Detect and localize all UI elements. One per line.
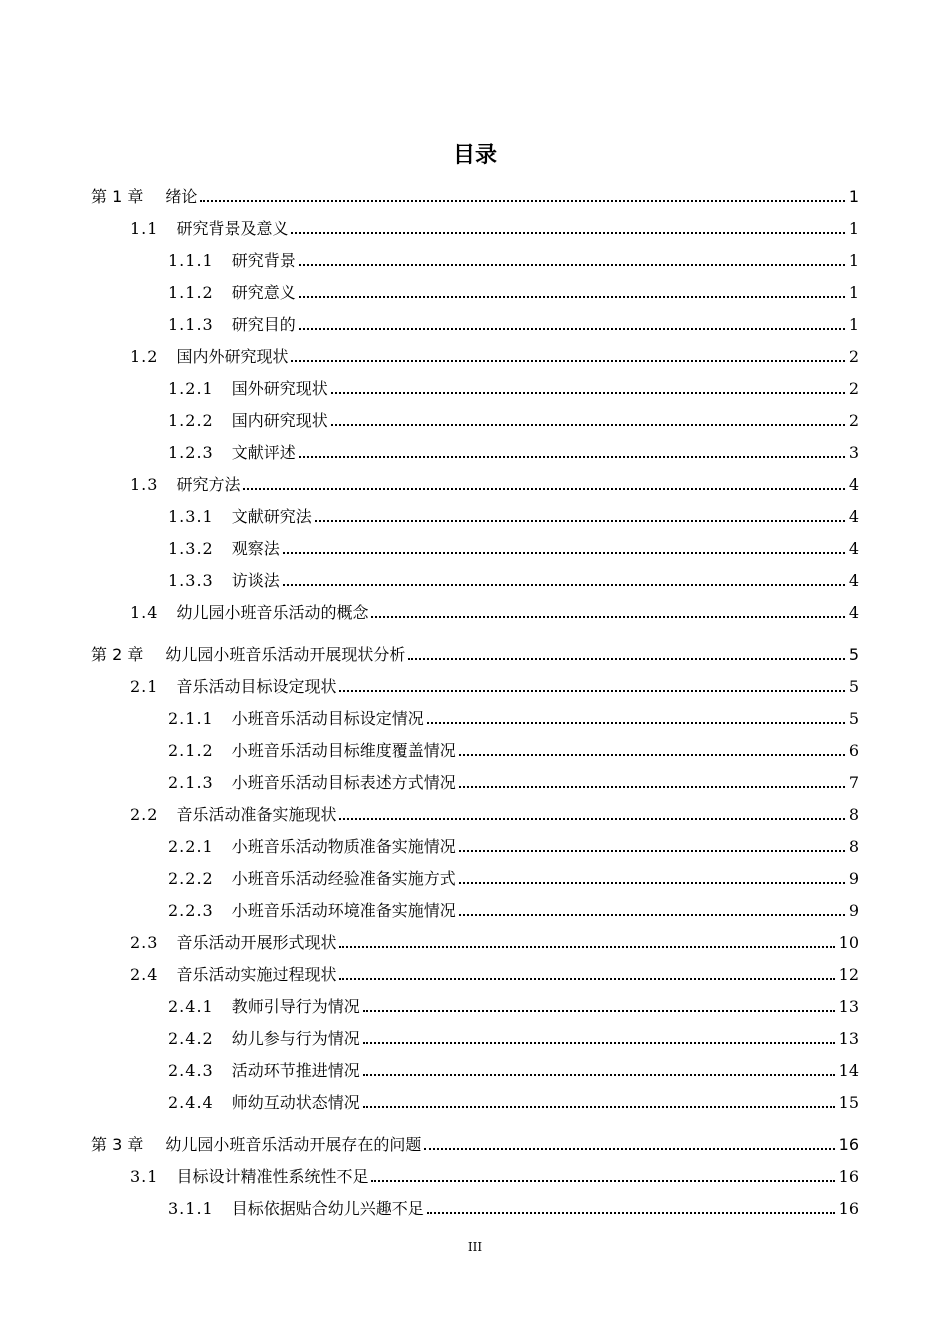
toc-entry-page: 2 (848, 379, 859, 398)
toc-entry[interactable] (0, 898, 950, 922)
toc-entry-number: 2.3 (130, 933, 159, 952)
dot-leader (363, 1042, 835, 1044)
toc-entry-number: 2.4.3 (168, 1061, 214, 1080)
toc-entry-page: 4 (848, 507, 859, 526)
toc-entry-page: 4 (848, 539, 859, 558)
toc-entry-label: 幼儿园小班音乐活动的概念 (176, 603, 369, 622)
toc-entry-label: 小班音乐活动目标表述方式情况 (231, 773, 456, 792)
dot-leader (283, 552, 845, 554)
dot-leader (339, 690, 844, 692)
toc-entry-page: 2 (848, 347, 859, 366)
toc-entry-label: 音乐活动目标设定现状 (176, 677, 337, 696)
toc-entry-label: 幼儿园小班音乐活动开展存在的问题 (165, 1135, 422, 1154)
toc-entry[interactable] (0, 866, 950, 890)
toc-entry[interactable] (0, 674, 950, 698)
toc-entry-page: 4 (848, 475, 859, 494)
dot-leader (427, 1212, 835, 1214)
toc-entry-label: 目标设计精准性系统性不足 (176, 1167, 369, 1186)
dot-leader (299, 328, 845, 330)
toc-entry-number: 2.1 (130, 677, 159, 696)
toc-entry-page: 9 (848, 901, 859, 920)
toc-entry[interactable] (0, 802, 950, 826)
toc-entry-number: 2.1.1 (168, 709, 214, 728)
toc-entry[interactable] (0, 568, 950, 592)
dot-leader (459, 754, 845, 756)
toc-entry-page: 16 (838, 1199, 859, 1218)
toc-entry-number: 1.2.1 (168, 379, 214, 398)
dot-leader (459, 850, 845, 852)
toc-entry-label: 观察法 (231, 539, 280, 558)
toc-entry[interactable] (0, 706, 950, 730)
toc-entry-label: 教师引导行为情况 (231, 997, 360, 1016)
toc-entry-number: 3.1 (130, 1167, 159, 1186)
toc-entry-number: 第 1 章 (91, 187, 144, 206)
toc-entry[interactable] (0, 1058, 950, 1082)
toc-entry-number: 1.2.2 (168, 411, 214, 430)
dot-leader (371, 1180, 834, 1182)
toc-entry-page: 6 (848, 741, 859, 760)
dot-leader (331, 392, 845, 394)
toc-entry-page: 1 (848, 187, 859, 206)
toc-entry-page: 13 (838, 1029, 859, 1048)
toc-entry[interactable] (0, 248, 950, 272)
dot-leader (200, 200, 844, 202)
toc-entry[interactable] (0, 834, 950, 858)
toc-entry-page: 4 (848, 571, 859, 590)
toc-entry[interactable] (0, 962, 950, 986)
toc-entry-number: 2.2.2 (168, 869, 214, 888)
toc-entry-label: 音乐活动开展形式现状 (176, 933, 337, 952)
toc-entry-page: 9 (848, 869, 859, 888)
toc-entry-number: 1.1.2 (168, 283, 214, 302)
dot-leader (291, 360, 844, 362)
toc-entry-number: 2.1.3 (168, 773, 214, 792)
toc-entry-label: 小班音乐活动目标维度覆盖情况 (231, 741, 456, 760)
toc-entry-label: 活动环节推进情况 (231, 1061, 360, 1080)
toc-entry[interactable] (0, 344, 950, 368)
toc-entry[interactable] (0, 504, 950, 528)
dot-leader (299, 264, 845, 266)
toc-entry[interactable] (0, 1196, 950, 1220)
toc-entry-label: 文献研究法 (231, 507, 312, 526)
toc-entry-page: 15 (838, 1093, 859, 1112)
dot-leader (339, 946, 834, 948)
toc-entry-number: 2.4.1 (168, 997, 214, 1016)
dot-leader (424, 1148, 834, 1150)
toc-entry[interactable] (0, 216, 950, 240)
toc-entry-number: 1.3 (130, 475, 159, 494)
toc-entry-label: 小班音乐活动物质准备实施情况 (231, 837, 456, 856)
dot-leader (371, 616, 844, 618)
toc-entry-number: 1.3.2 (168, 539, 214, 558)
toc-entry-label: 研究背景及意义 (176, 219, 289, 238)
dot-leader (459, 914, 845, 916)
toc-entry-label: 师幼互动状态情况 (231, 1093, 360, 1112)
toc-entry-number: 1.1 (130, 219, 159, 238)
dot-leader (408, 658, 844, 660)
toc-entry[interactable] (0, 280, 950, 304)
toc-entry[interactable] (0, 376, 950, 400)
toc-entry-label: 研究背景 (231, 251, 296, 270)
toc-entry-page: 3 (848, 443, 859, 462)
dot-leader (299, 296, 845, 298)
toc-entry[interactable] (0, 536, 950, 560)
toc-entry-page: 13 (838, 997, 859, 1016)
toc-entry[interactable] (0, 600, 950, 624)
dot-leader (363, 1106, 835, 1108)
toc-entry-number: 2.4 (130, 965, 159, 984)
toc-entry-label: 小班音乐活动经验准备实施方式 (231, 869, 456, 888)
toc-entry[interactable] (0, 184, 950, 208)
toc-entry-page: 1 (848, 283, 859, 302)
toc-entry-page: 2 (848, 411, 859, 430)
dot-leader (363, 1010, 835, 1012)
toc-entry-page: 7 (848, 773, 859, 792)
toc-entry-label: 幼儿园小班音乐活动开展现状分析 (165, 645, 406, 664)
toc-entry-page: 14 (838, 1061, 859, 1080)
toc-entry-number: 1.1.1 (168, 251, 214, 270)
toc-entry-number: 1.3.3 (168, 571, 214, 590)
toc-entry[interactable] (0, 1132, 950, 1156)
toc-entry-number: 1.3.1 (168, 507, 214, 526)
toc-entry-number: 1.2 (130, 347, 159, 366)
toc-entry-page: 1 (848, 315, 859, 334)
toc-entry-label: 小班音乐活动目标设定情况 (231, 709, 424, 728)
toc-entry[interactable] (0, 312, 950, 336)
toc-entry-label: 国内外研究现状 (176, 347, 289, 366)
toc-entry-page: 5 (848, 677, 859, 696)
toc-entry-page: 10 (838, 933, 859, 952)
dot-leader (331, 424, 845, 426)
toc-entry[interactable] (0, 994, 950, 1018)
toc-entry-number: 2.4.2 (168, 1029, 214, 1048)
toc-entry-number: 第 3 章 (91, 1135, 144, 1154)
toc-entry-label: 研究目的 (231, 315, 296, 334)
dot-leader (339, 818, 844, 820)
toc-entry-number: 1.1.3 (168, 315, 214, 334)
toc-entry-label: 国内研究现状 (231, 411, 328, 430)
toc-entry[interactable] (0, 642, 950, 666)
toc-entry-label: 国外研究现状 (231, 379, 328, 398)
toc-entry-page: 8 (848, 837, 859, 856)
toc-entry-label: 幼儿参与行为情况 (231, 1029, 360, 1048)
toc-entry-page: 12 (838, 965, 859, 984)
dot-leader (243, 488, 844, 490)
toc-entry[interactable] (0, 930, 950, 954)
toc-entry[interactable] (0, 472, 950, 496)
toc-entry[interactable] (0, 1164, 950, 1188)
toc-title: 目录 (452, 143, 497, 168)
toc-entry[interactable] (0, 738, 950, 762)
dot-leader (299, 456, 845, 458)
toc-entry-label: 文献评述 (231, 443, 296, 462)
toc-entry-number: 2.4.4 (168, 1093, 214, 1112)
toc-entry-number: 2.1.2 (168, 741, 214, 760)
toc-entry-page: 5 (848, 645, 859, 664)
dot-leader (339, 978, 834, 980)
toc-entry-page: 1 (848, 219, 859, 238)
toc-entry-page: 16 (838, 1167, 859, 1186)
toc-entry-number: 3.1.1 (168, 1199, 214, 1218)
toc-entry[interactable] (0, 408, 950, 432)
toc-entry-label: 访谈法 (231, 571, 280, 590)
toc-entry-label: 音乐活动实施过程现状 (176, 965, 337, 984)
toc-entry[interactable] (0, 770, 950, 794)
toc-entry-label: 研究方法 (176, 475, 241, 494)
toc-entry-label: 目标依据贴合幼儿兴趣不足 (231, 1199, 424, 1218)
toc-entry-label: 研究意义 (231, 283, 296, 302)
dot-leader (363, 1074, 835, 1076)
toc-entry-page: 8 (848, 805, 859, 824)
toc-entry-page: 16 (838, 1135, 859, 1154)
toc-entry-label: 小班音乐活动环境准备实施情况 (231, 901, 456, 920)
dot-leader (283, 584, 845, 586)
toc-entry-number: 2.2.3 (168, 901, 214, 920)
dot-leader (427, 722, 845, 724)
dot-leader (291, 232, 844, 234)
dot-leader (315, 520, 845, 522)
toc-entry-label: 音乐活动准备实施现状 (176, 805, 337, 824)
dot-leader (459, 882, 845, 884)
toc-entry-number: 2.2.1 (168, 837, 214, 856)
page-number: III (467, 1240, 483, 1254)
toc-entry-number: 1.2.3 (168, 443, 214, 462)
toc-entry[interactable] (0, 1026, 950, 1050)
toc-entry-number: 第 2 章 (91, 645, 144, 664)
toc-entry-number: 1.4 (130, 603, 159, 622)
toc-entry-label: 绪论 (165, 187, 198, 206)
toc-entry[interactable] (0, 1090, 950, 1114)
toc-entry-page: 5 (848, 709, 859, 728)
toc-entry[interactable] (0, 440, 950, 464)
toc-entry-number: 2.2 (130, 805, 159, 824)
toc-entry-page: 4 (848, 603, 859, 622)
toc-entry-page: 1 (848, 251, 859, 270)
dot-leader (459, 786, 845, 788)
